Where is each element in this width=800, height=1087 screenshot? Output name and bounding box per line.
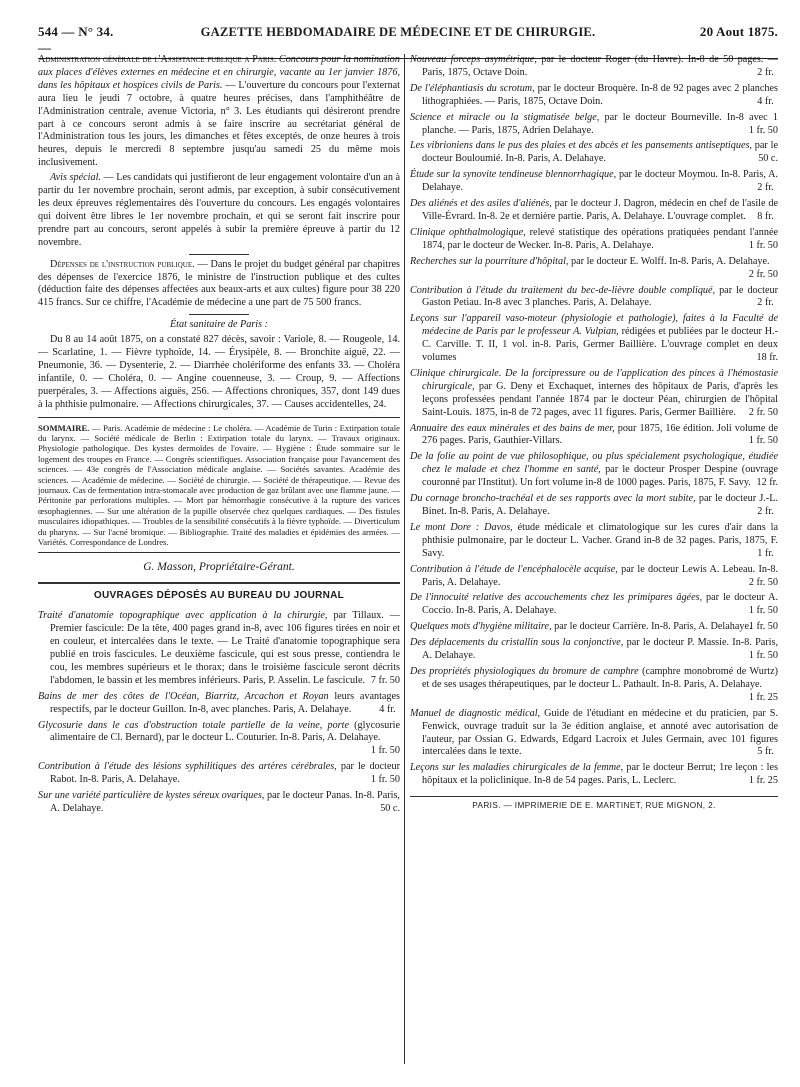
book-title: De la folie au point de vue philosophique, ou plus spécialement psychologique, étudiée chez le malade et chez l'homme en santé, [410,451,778,476]
book-details: par le docteur Prosper Despine (ouvrage couronné par l'Institut). Un fort volume in-8 de 1000 pages. Paris, 1875, F. Savy. [422,464,778,489]
book-entry [410,762,778,788]
book-entry [410,54,778,80]
book-price: 1 fr. 50 [748,239,778,251]
book-entry [38,761,400,787]
budget-text: — Dans le projet du budget général par chapitres des dépenses de l'exercice 1876, le ministre de l'instruction publique et des cultes (déduction faite des dépenses affectées aux beaux-arts et aux cultes) figure pour 38 220 415 francs. Sur ce chiffre, l'Académie de médecine a une part de 75 500 francs. [38,258,400,309]
book-details: étude médicale et climatologique sur les cures d'air dans la phthisie pulmonaire, par le docteur L. Vacher. Grand in-8 de 32 pages. Paris, 1875, F. Savy. [422,521,778,559]
book-details: par le docteur Carrière. In-8. Paris, A. Delahaye. [551,621,752,633]
book-details: par le docteur Panas. In-8. Paris, A. Delahaye. [50,790,400,814]
etat-title: État sanitaire de Paris : [169,319,269,331]
right-column [410,54,778,1064]
book-price: 2 fr. 50 [748,268,778,280]
book-price: 8 fr. [757,210,774,222]
book-entry [410,140,778,166]
book-price: 50 c. [380,802,400,814]
printer-footer: PARIS. — IMPRIMERIE DE E. MARTINET, RUE MIGNON, 2. [410,796,778,813]
admin-text: — L'ouverture du concours pour l'externat aura lieu le jeudi 7 octobre, à quatre heures précises, dans l'amphithéâtre de l'Administration centrale, avenue Victoria, n° 3. Les étudiants qui désireront prendre part à ce concours seront admis à se faire inscrire au secrétariat général de l'Administration tous les jours, les dimanches et fêtes exceptés, de onze heures à trois heures, depuis le mercredi 8 septembre jusqu'au samedi 25 du même mois inclusivement. [38,79,400,169]
book-details: par le docteur Rabot. In-8. Paris, A. Delahaye. [50,761,400,786]
book-price: 2 fr. 50 [748,406,778,418]
book-title: Recherches sur la pourriture d'hôpital, [410,255,569,267]
book-price: 2 fr. [757,66,774,78]
book-entry [410,285,778,311]
column-rule [404,54,405,1064]
book-entry [410,592,778,618]
book-title: Étude sur la synovite tendineuse blennorrhagique, [410,169,617,181]
book-price: 1 fr. 50 [748,435,778,447]
book-price: 1 fr. 50 [748,124,778,136]
book-entry [410,83,778,109]
book-title: Les vibrioniens dans le pus des plaies et des abcès et les pansements antiseptiques, [410,140,752,152]
book-title: De l'innocuité relative des accouchements chez les primipares âgées, [410,592,703,604]
book-entry [38,691,400,717]
book-price: 5 fr. [757,746,774,758]
book-details: par le docteur A. Coccio. In-8. Paris, A. Delahaye. [422,592,778,617]
book-entry [410,637,778,663]
book-price: 18 fr. [756,352,778,364]
book-entry [410,169,778,195]
sommaire-label: SOMMAIRE. [38,422,90,433]
book-details: par le docteur Lewis A. Lebeau. In-8. Paris, A. Delahaye. [422,563,778,588]
left-column [38,54,400,1064]
book-entry [410,522,778,561]
book-title: Clinique chirurgicale. De la forcipressure ou de l'application des pinces à l'hémostasie chirurgicale, [410,367,778,392]
book-entry [410,227,778,253]
book-title: Du cornage broncho-trachéal et de ses rapports avec la mort subite, [410,493,696,505]
book-entry [410,666,778,705]
book-details: par le docteur P. Massie. In-8. Paris, A. Delahaye. [422,637,778,662]
book-entry [410,256,778,282]
book-details: rédigées et publiées par le docteur H.-C. Carville. T. II, 1 vol. in-8. Paris, Germer Baillière. L'ouvrage complet en deux volumes [422,326,778,364]
book-entry [410,423,778,449]
newspaper-page [38,24,778,1074]
divider [189,314,249,315]
book-price: 2 fr. [757,506,774,517]
book-details: (camphre monobromé de Wurtz) et de ses usages thérapeutiques, par le docteur L. Pathault. In-8. Paris, A. Delahaye. [422,665,778,690]
avis-lead: Avis spécial. [50,172,101,184]
book-details: par le docteur J.-L. Binet. In-8. Paris, A. Delahaye. [422,493,778,517]
book-title: De l'éléphantiasis du scrotum, [410,82,535,94]
book-details: par le docteur J. Dagron, médecin en chef de l'asile de Ville-Évrard. In-8. 2e et dernière partie. Paris, A. Delahaye. L'ouvrage complet. [422,198,778,222]
book-entry [410,198,778,224]
etat-text: Du 8 au 14 août 1875, on a constaté 827 décès, savoir : Variole, 8. — Rougeole, 14. — Scarlatine, 1. — Fièvre typhoïde, 14. — Érysipèle, 8. — Bronchite aiguë, 22. — Pneumonie, 36. — Dysenterie, 2. — Diarrhée cholériforme des enfants 33. — Choléra infantile, 0. — Choléra, 0. — Angine couenneuse, 3. — Croup, 9. — Affections puerpérales, 3. — Affections aiguës, 256. — Affections chroniques, 357, dont 149 dues à la phthisie pulmonaire. — Affections chirurgicales, 37. — Causes accidentelles, 24. [38,334,400,410]
book-title: Sur une variété particulière de kystes séreux ovariques, [38,790,265,802]
book-entry [410,112,778,138]
avis-text: — Les candidats qui justifieront de leur engagement volontaire d'un an à partir du 1er novembre prochain, seront admis, par exception, à subir consécutivement les deux épreuves réglementaires dès l'ouverture du concours. Les engagés volontaires qui doivent être libres le 1er novembre prochain, et qui se seront fait inscrire pour prendre part au concours, seront appelés à subir la première épreuve à partir du 12 novembre. [38,172,400,248]
book-entry [410,313,778,365]
book-price: 1 fr. 50 [748,650,778,662]
book-price: 1 fr. 50 [370,745,400,757]
book-entry [38,610,400,687]
page-number: 544 — N° 34. — [38,24,114,55]
book-details: par le docteur E. Wolff. In-8. Paris, A. Delahaye. [568,255,770,267]
book-price: 1 fr. [757,547,774,559]
book-price: 7 fr. 50 [370,674,400,686]
sommaire-text: — Paris. Académie de médecine : Le choléra. — Académie de Turin : Extirpation totale du larynx. — Société médicale de Berlin : Extirpation totale du larynx. — Travaux originaux. Physiologie pathologique. Des kystes dermoïdes de l'ovaire. — Hygiène : Étude sommaire sur le logement des troupes en France. — Congrès scientifiques. Association française pour l'avancement des sciences. — 43e congrès de l'Association médicale anglaise. — Sociétés savantes. Académie des sciences. — Académie de médecine. — Société de chirurgie. — Société de thérapeutique. — Revue des journaux. Cas de fermentation intra-stomacale avec production de gaz brûlant avec une flamme jaune. — Péritonite par perforations multiples. — Mort par hémorrhagie consécutive à la rupture des varices œsophagiennes. — Sur une altération de la pupille observée chez quelques cardiaques. — Des fistules musculaires idiopathiques. — Troubles de la sensibilité consécutifs à la fièvre typhoïde. — Diverticulum du pharynx. — Sur l'acné bromique. — Bibliographie. Traité des maladies et épidémies des armées. — Variétés. Correspondance de Londres. [38,422,400,548]
left-book-list [38,610,400,816]
book-details: par Tillaux. — Premier fascicule: De la tête, 400 pages grand in-8, avec 106 figures tirées en noir et en couleur, et intercalées dans le texte. — Le Traité d'anatomie topographique sera publié en trois fascicules. Le deuxième fascicule, qui est sous presse, contiendra le cou, les membres supérieurs et le thorax; dans le troisième fascicule seront décrits l'abdomen, le bassin et les membres inférieurs. Paris, P. Asselin. Le fascicule. [50,610,400,686]
book-details: (glycosurie alimentaire de Cl. Bernard), par le docteur L. Couturier. In-8. Paris, A. Delahaye. [50,719,400,744]
columns [38,54,778,1074]
ouvrages-title: OUVRAGES DÉPOSÉS AU BUREAU DU JOURNAL [93,590,345,602]
book-entry [38,720,400,759]
book-price: 1 fr. 50 [370,774,400,786]
book-title: Contribution à l'étude de l'encéphalocèle acquise, [410,563,618,575]
book-details: relevé statistique des opérations pratiquées pendant l'année 1874, par le docteur de Wecker. In-8. Paris, A. Delahaye. [422,226,778,251]
book-title: Leçons sur l'appareil vaso-moteur (physiologie et pathologie), faites à la Faculté de médecine de Paris par le professeur A. Vulpian, [410,313,778,338]
book-entry [410,621,778,634]
book-title: Contribution à l'étude des lésions syphilitiques des artères cérébrales, [38,761,337,773]
sommaire [38,423,400,548]
book-title: Des déplacements du cristallin sous la conjonctive, [410,637,624,649]
book-price: 1 fr. 25 [748,691,778,703]
book-price: 2 fr. 50 [748,576,778,588]
book-entry [410,493,778,519]
book-details: par le docteur Bouloumié. In-8. Paris, A. Delahaye. [422,140,778,165]
journal-title: GAZETTE HEBDOMADAIRE DE MÉDECINE ET DE CHIRURGIE. [200,25,596,39]
book-price: 1 fr. 50 [748,621,778,633]
book-price: 2 fr. [757,297,774,309]
budget-notice [38,259,400,311]
book-title: Nouveau forceps asymétrique, [410,54,537,65]
book-title: Le mont Dore : Davos, [410,521,513,533]
book-details: par G. Deny et Exchaquet, internes des hôpitaux de Paris, d'après les leçons professées pendant l'année 1874 par le docteur Péan, chirurgien de l'hôpital Saint-Louis. 1875, in-8 de 72 pages, avec 11 figures. Paris, Germer Baillière. [422,380,778,418]
divider [38,417,400,418]
book-price: 50 c. [758,153,778,165]
book-title: Clinique ophthalmologique, [410,226,526,238]
book-title: Quelques mots d'hygiène militaire, [410,621,552,633]
book-title: Annuaire des eaux minérales et des bains de mer, [410,422,615,434]
book-title: Leçons sur les maladies chirurgicales de la femme, [410,762,624,774]
book-details: par le docteur Broquère. In-8 de 92 pages avec 2 planches lithographiées. — Paris, 1875, Octave Doin. [422,82,778,107]
book-details: par le docteur Moymou. In-8. Paris, A. Delahaye. [422,169,778,194]
book-price: 4 fr. [379,703,396,715]
book-title: Bains de mer des côtes de l'Océan, Biarritz, Arcachon et Royan [38,690,329,702]
book-details: Guide de l'étudiant en médecine et du praticien, par S. Fenwick, ouvrage traduit sur la 3e édition anglaise, et annoté avec autorisation de l'auteur, par Ossian G. Edwards, Edgard Lacroix et Jules Germain, avec 101 figures intercalées dans le texte. [422,707,778,758]
budget-lead: Dépenses de l'instruction publique. [50,258,195,270]
book-entry [410,451,778,490]
admin-notice [38,54,400,170]
book-title: Science et miracle ou la stigmatisée belge, [410,111,600,123]
divider [189,254,249,255]
book-price: 12 fr. [756,477,778,489]
book-title: Des propriétés physiologiques du bromure de camphre [410,665,639,677]
book-price: 4 fr. [757,95,774,107]
book-price: 1 fr. 50 [748,605,778,617]
book-entry [410,368,778,420]
book-details: par le docteur Gaston Petiau. In-8 avec 3 planches. Paris, A. Delahaye. [422,284,778,309]
book-details: par le docteur Bourneville. In-8 avec 1 planche. — Paris, 1875, Adrien Delahaye. [422,111,778,136]
book-details: par le docteur Berrut; 1re leçon : les hôpitaux et la policlinique. In-8 de 54 pages. Paris, L. Leclerc. [422,762,778,787]
book-details: par le docteur Roger (du Havre). In-8 de 50 pages. — Paris, 1875, Octave Doin. [422,54,778,78]
book-title: Manuel de diagnostic médical, [410,707,541,719]
admin-lead: Administration générale de l'Assistance publique a Paris. [38,54,277,65]
book-entry [410,564,778,590]
book-details: leurs avantages respectifs, par le docteur Guillon. In-8, avec planches. Paris, A. Delahaye. [50,690,400,715]
book-title: Contribution à l'étude du traitement du bec-de-lièvre double compliqué, [410,284,716,296]
book-details: pour 1875, 16e édition. Joli volume de 276 pages. Paris, Gauthier-Villars. [422,422,778,447]
divider [38,552,400,553]
book-entry [38,790,400,816]
book-price: 2 fr. [757,182,774,194]
book-price: 1 fr. 25 [748,775,778,787]
avis-notice [38,172,400,249]
divider [38,582,400,584]
right-book-list [410,54,778,788]
issue-date: 20 Aout 1875. [699,24,778,39]
book-entry [410,708,778,760]
admin-italic: Concours pour la nomination aux places d'élèves externes en médecine et en chirurgie, vacante au 1er janvier 1876, dans les hôpitaux et hospices civils de Paris. [38,54,400,91]
book-title: Des aliénés et des asiles d'aliénés, [410,198,552,210]
book-title: Traité d'anatomie topographique avec application à la chirurgie, [38,610,328,622]
gerant-line: G. Masson, Propriétaire-Gérant. [143,561,295,574]
book-title: Glycosurie dans le cas d'obstruction totale partielle de la veine, porte [38,719,349,731]
